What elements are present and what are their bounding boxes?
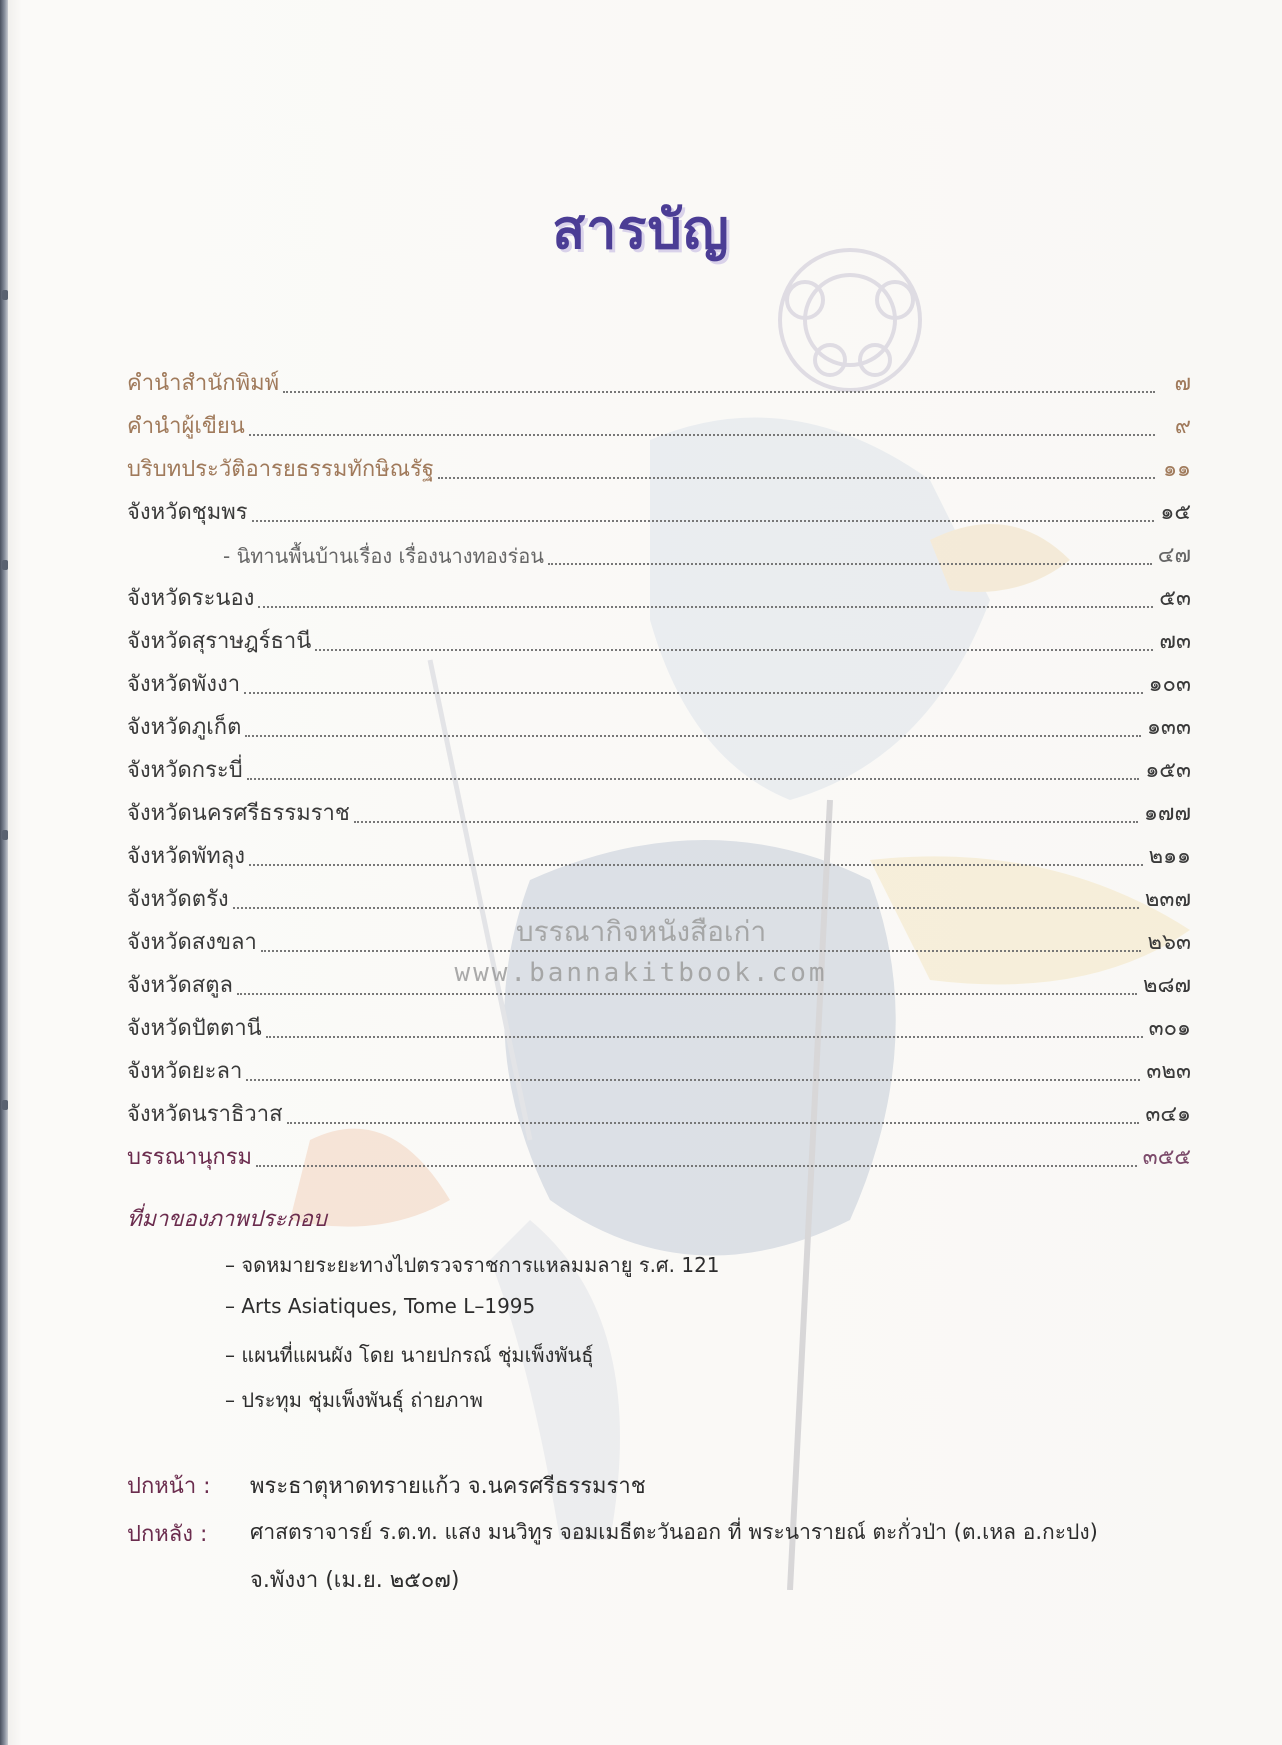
dot-leader xyxy=(252,519,1155,522)
toc-entry-label: จังหวัดชุมพร xyxy=(127,500,248,525)
toc-entry-label: จังหวัดปัตตานี xyxy=(127,1016,262,1041)
image-source-item: – จดหมายระยะทางไปตรวจราชการแหลมมลายู ร.ศ. 121 xyxy=(225,1253,720,1277)
back-cover-caption: ศาสตราจารย์ ร.ต.ท. แสง มนวิทูร จอมเมธีตะวันออก ที่ พระนารายณ์ ตะกั่วป่า (ต.เหล อ.กะปง) xyxy=(250,1520,1098,1544)
dot-leader xyxy=(283,390,1155,393)
toc-page-number: ๑๑ xyxy=(1163,457,1191,482)
dot-leader xyxy=(237,992,1137,995)
toc-page-number: ๒๖๓ xyxy=(1147,930,1191,955)
dot-leader xyxy=(244,691,1142,694)
toc-entry xyxy=(127,356,1191,400)
dot-leader xyxy=(315,648,1153,651)
dot-leader xyxy=(247,777,1140,780)
toc-page-number: ๓๐๑ xyxy=(1148,1016,1191,1041)
toc-entry-label: จังหวัดสตูล xyxy=(127,973,233,998)
toc-entry xyxy=(127,614,1191,658)
toc-entry-label: จังหวัดภูเก็ต xyxy=(127,715,242,740)
toc-page-number: ๑๓๓ xyxy=(1146,715,1191,740)
binding-stitch xyxy=(2,560,8,570)
dot-leader xyxy=(438,476,1155,479)
dot-leader xyxy=(249,863,1143,866)
front-cover-caption: พระธาตุหาดทรายแก้ว จ.นครศรีธรรมราช xyxy=(250,1474,646,1499)
binding-stitch xyxy=(2,290,8,300)
toc-entry-label: คำนำผู้เขียน xyxy=(127,414,245,439)
toc-entry xyxy=(127,571,1191,615)
toc-entry xyxy=(127,786,1191,830)
toc-page-number: ๓๕๕ xyxy=(1142,1145,1191,1170)
toc-page-number: ๓๔๑ xyxy=(1145,1102,1191,1127)
toc-entry xyxy=(127,1130,1191,1174)
toc-entry xyxy=(127,442,1191,486)
toc-entry-label: คำนำสำนักพิมพ์ xyxy=(127,371,280,396)
toc-entry xyxy=(127,657,1191,701)
toc-entry xyxy=(127,399,1191,443)
toc-entry xyxy=(127,743,1191,787)
toc-page-number: ๔๗ xyxy=(1157,543,1191,568)
binding-stitch xyxy=(2,1100,8,1110)
toc-entry xyxy=(127,829,1191,873)
toc-page-number: ๑๗๗ xyxy=(1143,801,1191,826)
dot-leader xyxy=(233,906,1139,909)
toc-entry-label: จังหวัดนครศรีธรรมราช xyxy=(127,801,350,826)
watermark-shop-name: บรรณากิจหนังสือเก่า xyxy=(515,915,767,948)
toc-page-number: ๒๘๗ xyxy=(1142,973,1191,998)
toc-page-number: ๙ xyxy=(1174,414,1191,439)
toc-page-number: ๗ xyxy=(1174,371,1191,396)
binding-stitch xyxy=(2,830,8,840)
dot-leader xyxy=(249,433,1155,436)
dot-leader xyxy=(287,1121,1140,1124)
watermark-url: www.bannakitbook.com xyxy=(454,958,828,988)
dot-leader xyxy=(548,562,1152,565)
image-source-item: – ประทุม ชุ่มเพ็งพันธุ์ ถ่ายภาพ xyxy=(225,1388,483,1412)
dot-leader xyxy=(245,734,1141,737)
toc-subentry xyxy=(223,528,1191,572)
toc-entry xyxy=(127,700,1191,744)
toc-entry xyxy=(127,1001,1191,1045)
dot-leader xyxy=(256,1164,1137,1167)
toc-entry xyxy=(127,485,1191,529)
image-source-item: – Arts Asiatiques, Tome L–1995 xyxy=(225,1294,536,1318)
front-cover-label: ปกหน้า : xyxy=(127,1474,211,1499)
toc-page-number: ๑๕๓ xyxy=(1145,758,1191,783)
toc-page-number: ๓๒๓ xyxy=(1146,1059,1191,1084)
toc-entry-label: จังหวัดกระบี่ xyxy=(127,758,243,783)
toc-entry-label: บรรณานุกรม xyxy=(127,1145,253,1170)
toc-entry-label: จังหวัดตรัง xyxy=(127,887,229,912)
toc-entry-label: จังหวัดสุราษฎร์ธานี xyxy=(127,629,312,654)
toc-entry-label: จังหวัดพังงา xyxy=(127,672,241,697)
toc-entry xyxy=(127,1044,1191,1088)
toc-page-number: ๒๓๗ xyxy=(1144,887,1191,912)
image-sources-heading: ที่มาของภาพประกอบ xyxy=(127,1207,327,1232)
toc-entry xyxy=(127,1087,1191,1131)
dot-leader xyxy=(258,605,1153,608)
toc-page-number: ๒๑๑ xyxy=(1148,844,1191,869)
toc-entry-label: จังหวัดยะลา xyxy=(127,1059,243,1084)
toc-entry-label: จังหวัดระนอง xyxy=(127,586,255,611)
toc-entry-label: จังหวัดสงขลา xyxy=(127,930,257,955)
back-cover-label: ปกหลัง : xyxy=(127,1522,208,1547)
dot-leader xyxy=(266,1035,1143,1038)
toc-entry-label: - นิทานพื้นบ้านเรื่อง เรื่องนางทองร่อน xyxy=(223,544,544,568)
toc-page-number: ๗๓ xyxy=(1159,629,1191,654)
toc-page-number: ๑๕ xyxy=(1160,500,1191,525)
toc-entry-label: จังหวัดนราธิวาส xyxy=(127,1102,283,1127)
toc-page-number: ๕๓ xyxy=(1159,586,1191,611)
image-source-item: – แผนที่แผนผัง โดย นายปกรณ์ ชุ่มเพ็งพันธุ์ xyxy=(225,1343,594,1367)
toc-page-number: ๑๐๓ xyxy=(1148,672,1191,697)
dot-leader xyxy=(354,820,1138,823)
page-title: สารบัญ xyxy=(552,198,730,261)
toc-entry-label: บริบทประวัติอารยธรรมทักษิณรัฐ xyxy=(127,457,435,482)
toc-entry-label: จังหวัดพัทลุง xyxy=(127,844,246,869)
dot-leader xyxy=(246,1078,1140,1081)
back-cover-caption-continued: จ.พังงา (เม.ย. ๒๕๐๗) xyxy=(250,1568,460,1593)
